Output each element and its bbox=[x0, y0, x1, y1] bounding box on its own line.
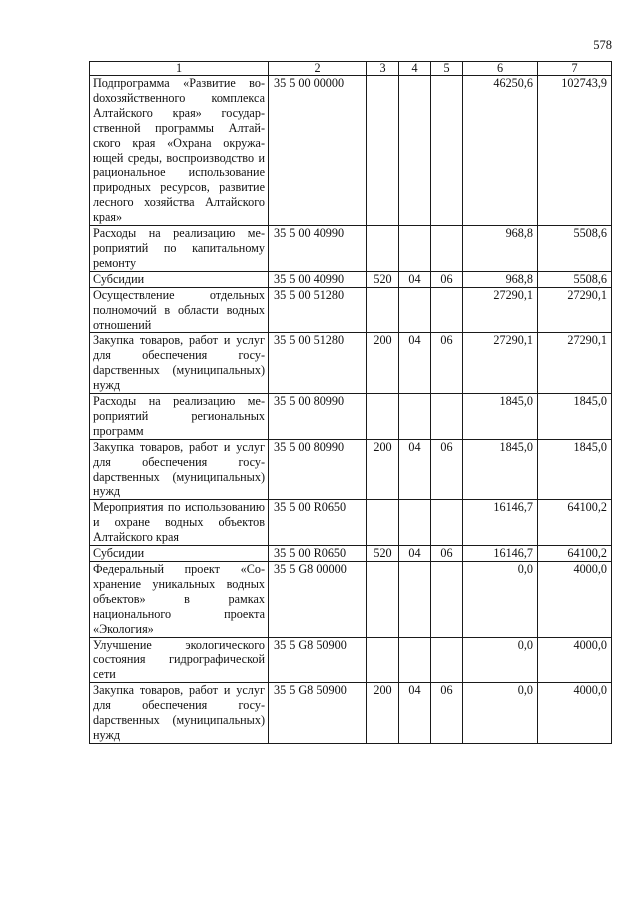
target-code-cell: 35 5 00 80990 bbox=[269, 439, 367, 500]
expense-type-cell: 520 bbox=[367, 546, 399, 562]
page-number: 578 bbox=[593, 38, 612, 52]
amount-col7-cell: 1845,0 bbox=[538, 394, 612, 440]
section-cell bbox=[399, 226, 431, 272]
target-code-cell: 35 5 00 40990 bbox=[269, 271, 367, 287]
amount-col6-cell: 968,8 bbox=[463, 271, 538, 287]
item-name-cell: Подпрограмма «Развитие воdохозяйственного комплекса Алтайского края» государственной программы Алтайского края «Охрана окружающей среды, воспроизводство и рациональное использование природных ресурсов, развитие лесного хозяйства Алтайского края» bbox=[90, 76, 269, 226]
table-row bbox=[90, 439, 612, 500]
amount-col6-cell: 1845,0 bbox=[463, 439, 538, 500]
table-row bbox=[90, 76, 612, 226]
table-row bbox=[90, 546, 612, 562]
amount-col6-cell: 16146,7 bbox=[463, 500, 538, 546]
expense-type-cell bbox=[367, 500, 399, 546]
table-row bbox=[90, 394, 612, 440]
section-cell bbox=[399, 287, 431, 333]
subsection-cell bbox=[431, 637, 463, 683]
expense-type-cell: 520 bbox=[367, 271, 399, 287]
amount-col7-cell: 27290,1 bbox=[538, 333, 612, 394]
item-name-cell: Закупка товаров, работ и услуг для обеспечения госуdарственных (муниципальных) нужд bbox=[90, 439, 269, 500]
target-code-cell: 35 5 00 R0650 bbox=[269, 500, 367, 546]
header-col-7: 7 bbox=[538, 62, 612, 76]
header-col-2: 2 bbox=[269, 62, 367, 76]
subsection-cell: 06 bbox=[431, 546, 463, 562]
subsection-cell bbox=[431, 394, 463, 440]
section-cell bbox=[399, 76, 431, 226]
table-row bbox=[90, 333, 612, 394]
amount-col6-cell: 16146,7 bbox=[463, 546, 538, 562]
amount-col6-cell: 1845,0 bbox=[463, 394, 538, 440]
table-row bbox=[90, 271, 612, 287]
target-code-cell: 35 5 G8 00000 bbox=[269, 562, 367, 638]
item-name-cell: Субсидии bbox=[90, 546, 269, 562]
target-code-cell: 35 5 00 R0650 bbox=[269, 546, 367, 562]
subsection-cell bbox=[431, 76, 463, 226]
target-code-cell: 35 5 00 40990 bbox=[269, 226, 367, 272]
amount-col7-cell: 4000,0 bbox=[538, 562, 612, 638]
amount-col7-cell: 1845,0 bbox=[538, 439, 612, 500]
budget-table bbox=[89, 61, 612, 744]
amount-col7-cell: 5508,6 bbox=[538, 271, 612, 287]
amount-col7-cell: 27290,1 bbox=[538, 287, 612, 333]
section-cell: 04 bbox=[399, 683, 431, 744]
section-cell bbox=[399, 637, 431, 683]
amount-col7-cell: 64100,2 bbox=[538, 546, 612, 562]
header-col-4: 4 bbox=[399, 62, 431, 76]
expense-type-cell bbox=[367, 76, 399, 226]
item-name-cell: Закупка товаров, работ и услуг для обеспечения госуdарственных (муниципальных) нужд bbox=[90, 683, 269, 744]
subsection-cell: 06 bbox=[431, 271, 463, 287]
target-code-cell: 35 5 G8 50900 bbox=[269, 683, 367, 744]
item-name-cell: Осуществление отдельных полномочий в области водных отношений bbox=[90, 287, 269, 333]
amount-col7-cell: 4000,0 bbox=[538, 637, 612, 683]
amount-col6-cell: 0,0 bbox=[463, 562, 538, 638]
table-row bbox=[90, 637, 612, 683]
subsection-cell bbox=[431, 226, 463, 272]
section-cell bbox=[399, 394, 431, 440]
table-row bbox=[90, 226, 612, 272]
header-col-5: 5 bbox=[431, 62, 463, 76]
subsection-cell: 06 bbox=[431, 683, 463, 744]
amount-col7-cell: 102743,9 bbox=[538, 76, 612, 226]
amount-col6-cell: 968,8 bbox=[463, 226, 538, 272]
subsection-cell bbox=[431, 500, 463, 546]
section-cell: 04 bbox=[399, 333, 431, 394]
target-code-cell: 35 5 G8 50900 bbox=[269, 637, 367, 683]
subsection-cell bbox=[431, 287, 463, 333]
amount-col6-cell: 27290,1 bbox=[463, 287, 538, 333]
expense-type-cell bbox=[367, 287, 399, 333]
amount-col6-cell: 0,0 bbox=[463, 683, 538, 744]
item-name-cell: Мероприятия по использованию и охране водных объектов Алтайского края bbox=[90, 500, 269, 546]
expense-type-cell bbox=[367, 226, 399, 272]
amount-col7-cell: 4000,0 bbox=[538, 683, 612, 744]
section-cell: 04 bbox=[399, 439, 431, 500]
table-row bbox=[90, 562, 612, 638]
subsection-cell: 06 bbox=[431, 333, 463, 394]
expense-type-cell bbox=[367, 637, 399, 683]
subsection-cell bbox=[431, 562, 463, 638]
section-cell bbox=[399, 500, 431, 546]
table-body bbox=[90, 76, 612, 744]
header-col-1: 1 bbox=[90, 62, 269, 76]
amount-col7-cell: 64100,2 bbox=[538, 500, 612, 546]
amount-col6-cell: 27290,1 bbox=[463, 333, 538, 394]
target-code-cell: 35 5 00 51280 bbox=[269, 287, 367, 333]
table-row bbox=[90, 683, 612, 744]
item-name-cell: Закупка товаров, работ и услуг для обеспечения госуdарственных (муниципальных) нужд bbox=[90, 333, 269, 394]
item-name-cell: Улучшение экологического состояния гидрографической сети bbox=[90, 637, 269, 683]
target-code-cell: 35 5 00 51280 bbox=[269, 333, 367, 394]
section-cell: 04 bbox=[399, 546, 431, 562]
amount-col6-cell: 0,0 bbox=[463, 637, 538, 683]
section-cell bbox=[399, 562, 431, 638]
table-row bbox=[90, 287, 612, 333]
section-cell: 04 bbox=[399, 271, 431, 287]
item-name-cell: Субсидии bbox=[90, 271, 269, 287]
item-name-cell: Расходы на реализацию мероприятий региональных программ bbox=[90, 394, 269, 440]
target-code-cell: 35 5 00 00000 bbox=[269, 76, 367, 226]
header-col-3: 3 bbox=[367, 62, 399, 76]
table-row bbox=[90, 500, 612, 546]
expense-type-cell bbox=[367, 394, 399, 440]
subsection-cell: 06 bbox=[431, 439, 463, 500]
amount-col7-cell: 5508,6 bbox=[538, 226, 612, 272]
target-code-cell: 35 5 00 80990 bbox=[269, 394, 367, 440]
item-name-cell: Расходы на реализацию мероприятий по капитальному ремонту bbox=[90, 226, 269, 272]
amount-col6-cell: 46250,6 bbox=[463, 76, 538, 226]
expense-type-cell bbox=[367, 562, 399, 638]
item-name-cell: Федеральный проект «Сохранение уникальных водных объектов» в рамках национального проекта «Экология» bbox=[90, 562, 269, 638]
header-row bbox=[90, 62, 612, 76]
header-col-6: 6 bbox=[463, 62, 538, 76]
expense-type-cell: 200 bbox=[367, 683, 399, 744]
expense-type-cell: 200 bbox=[367, 333, 399, 394]
table-header bbox=[90, 62, 612, 76]
expense-type-cell: 200 bbox=[367, 439, 399, 500]
